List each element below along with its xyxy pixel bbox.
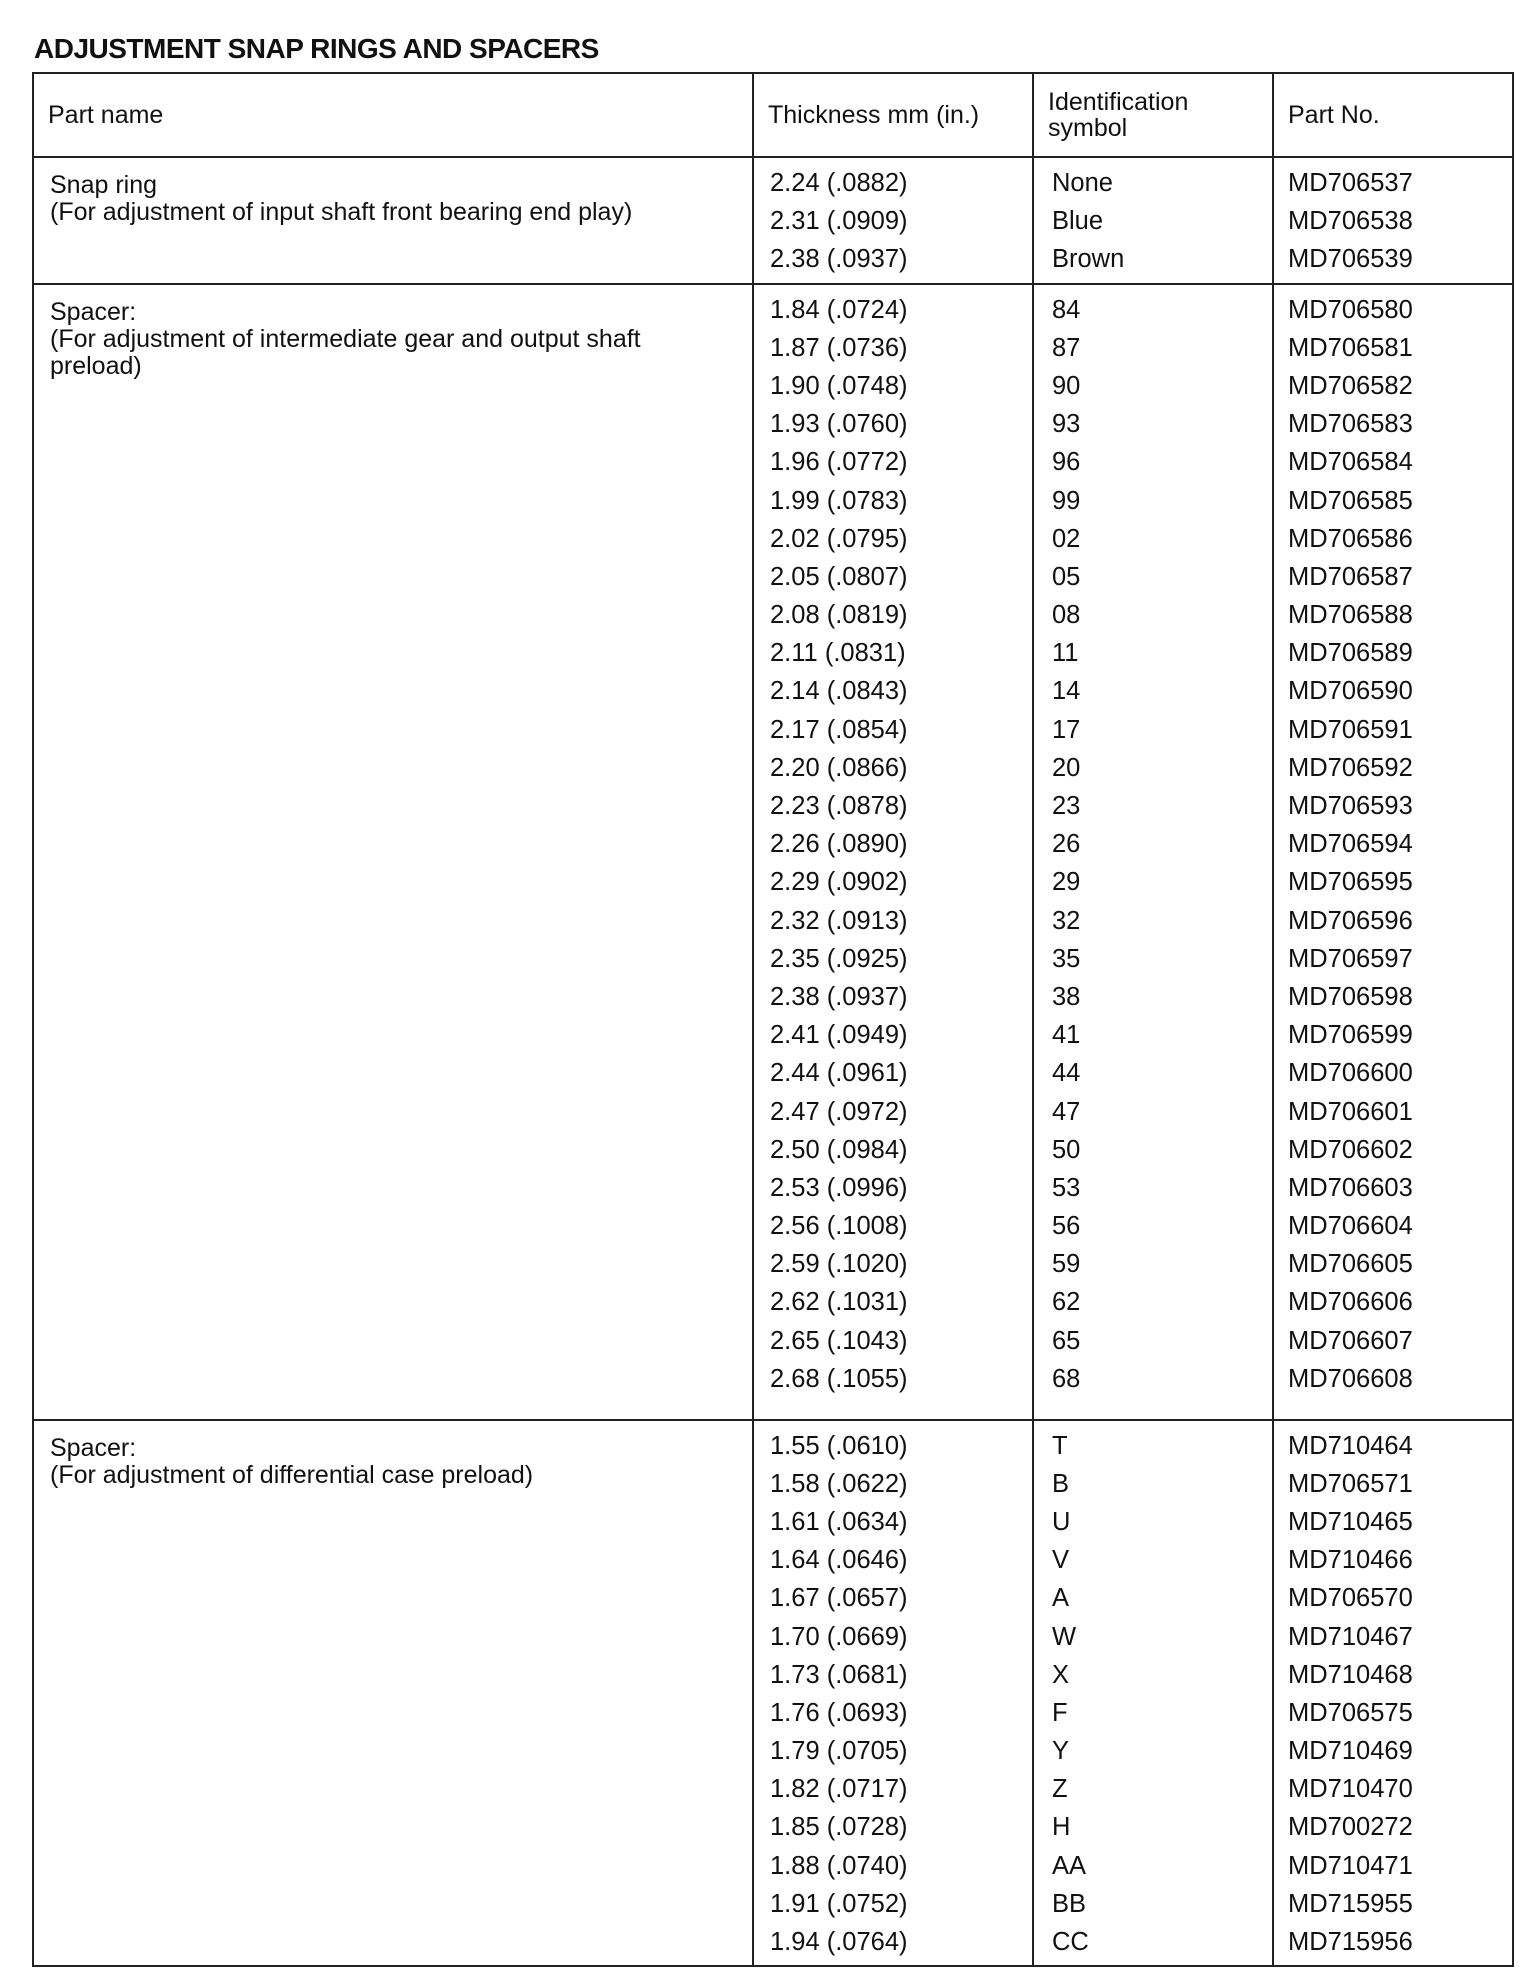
part-number: MD706582 bbox=[1288, 371, 1413, 400]
thickness-value: 2.53 (.0996) bbox=[770, 1173, 908, 1202]
thickness-value: 1.96 (.0772) bbox=[770, 448, 908, 477]
identification-symbol: 38 bbox=[1052, 982, 1081, 1011]
part-number: MD715955 bbox=[1288, 1889, 1413, 1918]
identification-symbol: T bbox=[1052, 1431, 1068, 1460]
thickness-value: 1.67 (.0657) bbox=[770, 1584, 908, 1613]
part-number: MD706606 bbox=[1288, 1288, 1413, 1317]
thickness-value: 1.55 (.0610) bbox=[770, 1431, 908, 1460]
identification-symbol: 23 bbox=[1052, 792, 1081, 820]
part-number: MD706605 bbox=[1288, 1250, 1413, 1279]
part-name-cell bbox=[33, 1420, 753, 1967]
identification-symbol: 05 bbox=[1052, 562, 1081, 591]
identification-symbol: U bbox=[1052, 1507, 1071, 1536]
thickness-value: 2.32 (.0913) bbox=[770, 906, 908, 935]
identification-symbol: 59 bbox=[1052, 1250, 1081, 1279]
identification-symbol: AA bbox=[1052, 1851, 1087, 1880]
identification-symbol: Z bbox=[1052, 1775, 1068, 1804]
part-purpose: (For adjustment of differential case preload) bbox=[50, 1460, 534, 1489]
identification-symbol: 65 bbox=[1052, 1326, 1081, 1355]
part-number: MD715956 bbox=[1288, 1928, 1413, 1956]
table-group-row bbox=[33, 157, 1513, 284]
thickness-value: 2.38 (.0937) bbox=[770, 982, 908, 1011]
thickness-value: 2.05 (.0807) bbox=[770, 562, 908, 591]
part-number: MD706595 bbox=[1288, 868, 1413, 897]
thickness-value: 1.85 (.0728) bbox=[770, 1813, 908, 1842]
part-number: MD710468 bbox=[1288, 1660, 1413, 1689]
part-number: MD706594 bbox=[1288, 830, 1413, 859]
thickness-value: 1.84 (.0724) bbox=[770, 295, 908, 324]
symbol-cell bbox=[1033, 157, 1273, 284]
part-number: MD706597 bbox=[1288, 944, 1413, 973]
thickness-value: 2.24 (.0882) bbox=[770, 169, 908, 197]
thickness-value: 2.38 (.0937) bbox=[770, 245, 908, 274]
thickness-value: 2.02 (.0795) bbox=[770, 524, 908, 553]
part-number: MD706575 bbox=[1288, 1698, 1413, 1727]
thickness-value: 2.26 (.0890) bbox=[770, 830, 908, 859]
identification-symbol: 44 bbox=[1052, 1059, 1081, 1088]
identification-symbol: V bbox=[1052, 1546, 1070, 1575]
identification-symbol: 41 bbox=[1052, 1021, 1081, 1050]
thickness-value: 1.93 (.0760) bbox=[770, 410, 908, 439]
identification-symbol: 20 bbox=[1052, 753, 1081, 782]
part-name-cell bbox=[33, 284, 753, 1420]
part-number: MD706599 bbox=[1288, 1021, 1413, 1050]
thickness-value: 1.64 (.0646) bbox=[770, 1546, 908, 1575]
identification-symbol: Y bbox=[1052, 1737, 1070, 1766]
part-number: MD706589 bbox=[1288, 639, 1413, 668]
thickness-value: 2.44 (.0961) bbox=[770, 1059, 908, 1088]
thickness-cell bbox=[753, 284, 1033, 1420]
identification-symbol: 26 bbox=[1052, 830, 1081, 859]
thickness-value: 1.76 (.0693) bbox=[770, 1698, 908, 1727]
symbol-cell bbox=[1033, 1420, 1273, 1967]
part-name-cell bbox=[33, 157, 753, 284]
thickness-value: 2.56 (.1008) bbox=[770, 1212, 908, 1241]
thickness-value: 2.65 (.1043) bbox=[770, 1326, 908, 1355]
part-purpose: (For adjustment of input shaft front bearing end play) bbox=[50, 198, 633, 226]
thickness-value: 2.23 (.0878) bbox=[770, 792, 908, 820]
identification-symbol: 32 bbox=[1052, 906, 1081, 935]
part-number: MD706586 bbox=[1288, 524, 1413, 553]
part-number: MD706604 bbox=[1288, 1212, 1413, 1241]
thickness-value: 2.31 (.0909) bbox=[770, 207, 908, 236]
symbol-cell bbox=[1033, 284, 1273, 1420]
identification-symbol: 02 bbox=[1052, 524, 1081, 553]
identification-symbol: 93 bbox=[1052, 410, 1081, 439]
thickness-value: 2.59 (.1020) bbox=[770, 1250, 908, 1279]
identification-symbol: None bbox=[1052, 169, 1113, 197]
table-group-row bbox=[33, 1420, 1513, 1967]
part-number: MD706585 bbox=[1288, 486, 1413, 515]
part-number: MD700272 bbox=[1288, 1813, 1413, 1842]
part-no-cell bbox=[1273, 284, 1513, 1420]
identification-symbol: 68 bbox=[1052, 1364, 1081, 1393]
part-number: MD706588 bbox=[1288, 601, 1413, 630]
part-number: MD706537 bbox=[1288, 169, 1413, 197]
part-number: MD706591 bbox=[1288, 715, 1413, 744]
thickness-value: 2.11 (.0831) bbox=[770, 639, 906, 668]
thickness-value: 1.61 (.0634) bbox=[770, 1507, 908, 1536]
part-number: MD710471 bbox=[1288, 1851, 1413, 1880]
thickness-value: 1.70 (.0669) bbox=[770, 1622, 908, 1651]
thickness-value: 1.88 (.0740) bbox=[770, 1851, 908, 1880]
part-name: Spacer: bbox=[50, 1433, 137, 1462]
thickness-value: 2.14 (.0843) bbox=[770, 677, 908, 706]
identification-symbol: 11 bbox=[1052, 639, 1079, 668]
header-thickness: Thickness mm (in.) bbox=[753, 73, 1033, 157]
part-number: MD706590 bbox=[1288, 677, 1413, 706]
part-number: MD710465 bbox=[1288, 1507, 1413, 1536]
part-number: MD706592 bbox=[1288, 753, 1413, 782]
part-no-cell bbox=[1273, 1420, 1513, 1967]
thickness-value: 2.35 (.0925) bbox=[770, 944, 908, 973]
thickness-value: 2.50 (.0984) bbox=[770, 1135, 908, 1164]
part-number: MD706584 bbox=[1288, 448, 1413, 477]
part-name: Snap ring bbox=[50, 171, 158, 199]
thickness-value: 1.73 (.0681) bbox=[770, 1660, 908, 1689]
part-number: MD706571 bbox=[1288, 1469, 1413, 1498]
part-number: MD706539 bbox=[1288, 245, 1413, 274]
identification-symbol: 99 bbox=[1052, 486, 1081, 515]
identification-symbol: F bbox=[1052, 1698, 1068, 1727]
part-number: MD706587 bbox=[1288, 562, 1413, 591]
identification-symbol: 62 bbox=[1052, 1288, 1081, 1317]
part-number: MD710469 bbox=[1288, 1737, 1413, 1766]
part-number: MD706600 bbox=[1288, 1059, 1413, 1088]
part-purpose: (For adjustment of intermediate gear and output shaft preload) bbox=[50, 324, 641, 380]
thickness-value: 2.20 (.0866) bbox=[770, 753, 908, 782]
header-part-name: Part name bbox=[33, 73, 753, 157]
thickness-value: 2.08 (.0819) bbox=[770, 601, 908, 630]
part-number: MD706570 bbox=[1288, 1584, 1413, 1613]
identification-symbol: X bbox=[1052, 1660, 1070, 1689]
snap-ring-spacer-table bbox=[32, 72, 1514, 1967]
thickness-value: 1.58 (.0622) bbox=[770, 1469, 908, 1498]
identification-symbol: W bbox=[1052, 1622, 1077, 1651]
thickness-value: 2.17 (.0854) bbox=[770, 715, 908, 744]
thickness-value: 2.29 (.0902) bbox=[770, 868, 908, 897]
thickness-value: 2.68 (.1055) bbox=[770, 1364, 908, 1393]
identification-symbol: 53 bbox=[1052, 1173, 1081, 1202]
part-no-cell bbox=[1273, 157, 1513, 284]
part-number: MD706596 bbox=[1288, 906, 1413, 935]
part-number: MD706601 bbox=[1288, 1097, 1413, 1126]
identification-symbol: BB bbox=[1052, 1889, 1087, 1918]
identification-symbol: Brown bbox=[1052, 245, 1125, 274]
identification-symbol: 14 bbox=[1052, 677, 1081, 706]
identification-symbol: 87 bbox=[1052, 333, 1081, 362]
part-number: MD706593 bbox=[1288, 792, 1413, 820]
identification-symbol: A bbox=[1052, 1584, 1070, 1613]
part-number: MD706603 bbox=[1288, 1173, 1413, 1202]
thickness-value: 2.47 (.0972) bbox=[770, 1097, 908, 1126]
identification-symbol: 50 bbox=[1052, 1135, 1081, 1164]
part-number: MD710464 bbox=[1288, 1431, 1413, 1460]
part-name: Spacer: bbox=[50, 297, 137, 326]
identification-symbol: B bbox=[1052, 1469, 1070, 1498]
thickness-value: 2.62 (.1031) bbox=[770, 1288, 908, 1317]
identification-symbol: 47 bbox=[1052, 1097, 1081, 1126]
thickness-value: 1.94 (.0764) bbox=[770, 1928, 908, 1956]
header-part-no: Part No. bbox=[1273, 73, 1513, 157]
identification-symbol: Blue bbox=[1052, 207, 1104, 236]
part-number: MD710470 bbox=[1288, 1775, 1413, 1804]
identification-symbol: 96 bbox=[1052, 448, 1081, 477]
part-number: MD706602 bbox=[1288, 1135, 1413, 1164]
thickness-cell bbox=[753, 1420, 1033, 1967]
part-number: MD706608 bbox=[1288, 1364, 1413, 1393]
part-number: MD706538 bbox=[1288, 207, 1413, 236]
identification-symbol: 84 bbox=[1052, 295, 1081, 324]
part-number: MD710466 bbox=[1288, 1546, 1413, 1575]
identification-symbol: 17 bbox=[1052, 715, 1081, 744]
part-number: MD706598 bbox=[1288, 982, 1413, 1011]
thickness-value: 1.99 (.0783) bbox=[770, 486, 908, 515]
identification-symbol: CC bbox=[1052, 1928, 1089, 1956]
part-number: MD706580 bbox=[1288, 295, 1413, 324]
thickness-value: 1.82 (.0717) bbox=[770, 1775, 908, 1804]
thickness-value: 1.90 (.0748) bbox=[770, 371, 908, 400]
thickness-cell bbox=[753, 157, 1033, 284]
table-group-row bbox=[33, 284, 1513, 1420]
identification-symbol: 35 bbox=[1052, 944, 1081, 973]
part-number: MD706581 bbox=[1288, 333, 1413, 362]
thickness-value: 2.41 (.0949) bbox=[770, 1021, 908, 1050]
identification-symbol: 56 bbox=[1052, 1212, 1081, 1241]
thickness-value: 1.79 (.0705) bbox=[770, 1737, 908, 1766]
identification-symbol: 29 bbox=[1052, 868, 1081, 897]
part-number: MD710467 bbox=[1288, 1622, 1413, 1651]
part-number: MD706583 bbox=[1288, 410, 1413, 439]
identification-symbol: H bbox=[1052, 1813, 1071, 1842]
identification-symbol: 08 bbox=[1052, 601, 1081, 630]
thickness-value: 1.91 (.0752) bbox=[770, 1889, 908, 1918]
thickness-value: 1.87 (.0736) bbox=[770, 333, 908, 362]
identification-symbol: 90 bbox=[1052, 371, 1081, 400]
document-title: ADJUSTMENT SNAP RINGS AND SPACERS bbox=[34, 32, 599, 64]
table-header-row bbox=[33, 73, 1513, 157]
header-identification-symbol: Identification symbol bbox=[1033, 73, 1273, 157]
part-number: MD706607 bbox=[1288, 1326, 1413, 1355]
